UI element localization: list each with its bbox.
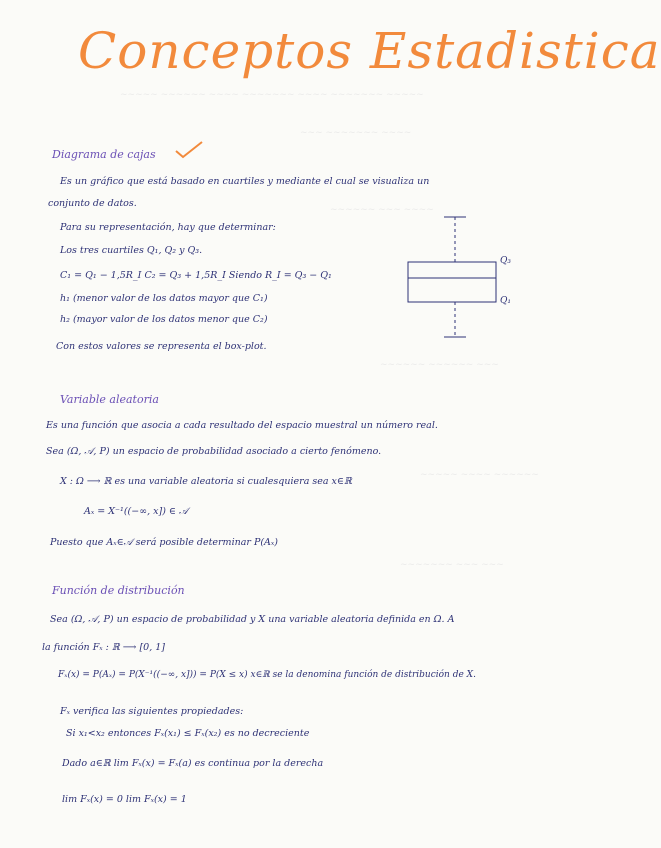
text-line: C₁ = Q₁ − 1,5R_I C₂ = Q₃ + 1,5R_I Siendo R_I = Q₃ − Q₁ [60, 270, 332, 281]
text-line: lim Fₓ(x) = 0 lim Fₓ(x) = 1 [62, 794, 187, 805]
text-line: Es una función que asocia a cada resultado del espacio muestral un número real. [46, 420, 438, 431]
text-line: Sea (Ω, 𝒜, P) un espacio de probabilidad asociado a cierto fenómeno. [46, 446, 382, 457]
text-line: X : Ω ⟶ ℝ es una variable aleatoria si cualesquiera sea x∈ℝ [60, 476, 352, 487]
boxplot-diagram [400, 212, 520, 347]
text-line: Fₓ(x) = P(Aₓ) = P(X⁻¹((−∞, x])) = P(X ≤ x) x∈ℝ se la denomina función de distribución de X. [58, 670, 476, 680]
text-line: Para su representación, hay que determinar: [60, 222, 276, 233]
text-line: h₂ (mayor valor de los datos menor que C₂) [60, 314, 268, 325]
boxplot-q3-label: Q₃ [500, 256, 511, 266]
text-line: Sea (Ω, 𝒜, P) un espacio de probabilidad y X una variable aleatoria definida en Ω. A [50, 614, 455, 625]
bleed-through-text: ~~~~~~ ~~~ ~~~~ [330, 205, 434, 215]
section-heading-distribution-function: Función de distribución [52, 584, 185, 597]
bleed-through-text: ~~~~~ ~~~~ ~~~~~~ [420, 470, 539, 480]
bleed-through-text: ~~~~~ ~~~~~~ ~~~~ ~~~~~~~ ~~~~ ~~~~~~~ ~~~~~ [120, 90, 424, 100]
text-line: h₁ (menor valor de los datos mayor que C₁) [60, 293, 268, 304]
text-line: Con estos valores se representa el box-plot. [56, 341, 267, 352]
boxplot-q1-label: Q₁ [500, 296, 511, 306]
section-heading-random-variable: Variable aleatoria [60, 393, 159, 406]
bleed-through-text: ~~~~~~~ ~~~ ~~~ [400, 560, 504, 570]
text-line: Fₓ verifica las siguientes propiedades: [60, 706, 244, 717]
section-heading-boxplot: Diagrama de cajas [52, 148, 156, 161]
text-line: Aₓ = X⁻¹((−∞, x]) ∈ 𝒜 [84, 506, 188, 517]
text-line: Es un gráfico que está basado en cuartiles y mediante el cual se visualiza un [60, 176, 430, 187]
text-line: conjunto de datos. [48, 198, 137, 209]
checkmark-icon [174, 140, 204, 160]
text-line: Si x₁<x₂ entonces Fₓ(x₁) ≤ Fₓ(x₂) es no decreciente [66, 728, 310, 739]
bleed-through-text: ~~~~~~ ~~~~~~ ~~~ [380, 360, 499, 370]
text-line: Puesto que Aₓ∈𝒜 será posible determinar P(Aₓ) [50, 537, 278, 548]
bleed-through-text: ~~~ ~~~~~~~ ~~~~ [300, 128, 412, 138]
text-line: Dado a∈ℝ lim Fₓ(x) = Fₓ(a) es continua por la derecha [62, 758, 324, 769]
page-title: Conceptos Estadistica [78, 22, 661, 80]
text-line: la función Fₓ : ℝ ⟶ [0, 1] [42, 642, 165, 653]
text-line: Los tres cuartiles Q₁, Q₂ y Q₃. [60, 245, 203, 256]
